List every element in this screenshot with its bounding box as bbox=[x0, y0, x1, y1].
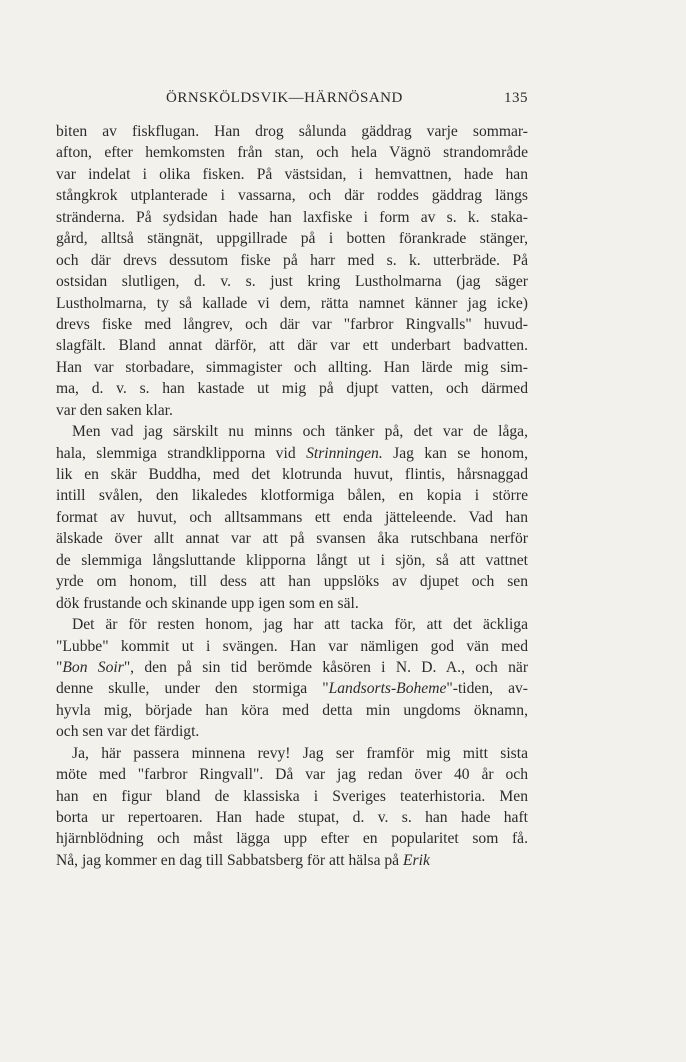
text-line bbox=[56, 678, 528, 699]
text-line bbox=[56, 357, 528, 378]
text-run: Ja, här passera minnena revy! Jag ser framför mig mitt sista bbox=[72, 744, 528, 762]
text-run: borta ur repertoaren. Han hade stupat, d. v. s. han hade haft bbox=[56, 809, 528, 826]
text-line bbox=[56, 314, 528, 335]
italic-text: Strinningen. bbox=[306, 444, 383, 462]
text-run: lik en skär Buddha, med det klotrunda huvut, flintis, hårsnaggad bbox=[56, 466, 528, 483]
text-line bbox=[56, 593, 528, 614]
text-run: yrde om honom, till dess att han uppslöks av djupet och sen bbox=[56, 573, 528, 591]
text-run: möte med "farbror Ringvall". Då var jag redan över 40 år och bbox=[56, 766, 528, 784]
text-run: ma, d. v. s. han kastade ut mig på djupt vatten, och därmed bbox=[56, 380, 528, 398]
text-line bbox=[56, 335, 528, 356]
text-run: Nå, jag kommer en dag till Sabbatsberg för att hälsa på bbox=[56, 851, 404, 869]
text-line bbox=[56, 636, 528, 657]
text-line bbox=[56, 528, 528, 549]
running-title: ÖRNSKÖLDSVIK—HÄRNÖSAND bbox=[166, 90, 403, 106]
text-line bbox=[56, 142, 528, 163]
text-run: var den saken klar. bbox=[56, 401, 173, 419]
text-line bbox=[56, 550, 528, 571]
text-run: hyvla mig, började han köra med detta min ungdoms öknamn, bbox=[56, 701, 528, 719]
body-text bbox=[56, 121, 528, 871]
text-run: intill svålen, den likaledes klotformiga bålen, en kopia i större bbox=[56, 487, 528, 505]
text-line bbox=[56, 850, 528, 871]
text-run: hjärnblödning och måst lägga upp efter en popularitet som få. bbox=[56, 830, 528, 848]
text-line bbox=[56, 378, 528, 399]
text-line bbox=[56, 185, 528, 206]
text-run: " bbox=[56, 658, 63, 676]
text-run: och där drevs dessutom fiske på harr med s. k. utterbräde. På bbox=[56, 251, 528, 269]
text-run: han en figur bland de klassiska i Sveriges teaterhistoria. Men bbox=[56, 787, 528, 805]
paragraph bbox=[56, 743, 528, 872]
text-line bbox=[56, 228, 528, 249]
text-run: ostsidan slutligen, d. v. s. just kring Lustholmarna (jag säger bbox=[56, 273, 528, 291]
text-line bbox=[56, 700, 528, 721]
text-line bbox=[56, 207, 528, 228]
italic-text: Bon Soir bbox=[62, 658, 124, 676]
text-line bbox=[56, 571, 528, 592]
text-run: biten av fiskflugan. Han drog sålunda gäddrag varje sommar- bbox=[56, 123, 528, 140]
text-run: gård, alltså stängnät, uppgillrade på i botten förankrade stänger, bbox=[56, 230, 528, 248]
text-run: hala, slemmiga strandklipporna vid bbox=[56, 444, 307, 462]
text-run: slagfält. Bland annat därför, att där var ett underbart badvatten. bbox=[56, 337, 528, 355]
text-line bbox=[56, 743, 528, 764]
text-run: Det är för resten honom, jag har att tacka för, att det äckliga bbox=[72, 616, 528, 634]
running-head bbox=[56, 90, 528, 110]
text-line bbox=[56, 614, 528, 635]
text-run: afton, efter hemkomsten från stan, och hela Vägnö strandområde bbox=[56, 144, 528, 162]
text-run: "-tiden, av- bbox=[446, 680, 528, 698]
text-run: de slemmiga långsluttande klipporna långt ut i sjön, så att vattnet bbox=[56, 551, 528, 569]
text-line bbox=[56, 828, 528, 849]
text-run: Han var storbadare, simmagister och allting. Han lärde mig sim- bbox=[56, 358, 528, 376]
text-line bbox=[56, 421, 528, 442]
text-line bbox=[56, 164, 528, 185]
text-run: stångkrok utplanterade i vassarna, och där roddes gäddrag längs bbox=[56, 187, 528, 205]
text-run: denne skulle, under den stormiga " bbox=[56, 680, 329, 698]
text-line bbox=[56, 250, 528, 271]
text-run: dök frustande och skinande upp igen som en säl. bbox=[56, 594, 359, 612]
italic-text: Landsorts-Boheme bbox=[328, 680, 447, 698]
text-line bbox=[56, 400, 528, 421]
text-run: Jag kan se honom, bbox=[382, 444, 528, 462]
text-line bbox=[56, 121, 528, 142]
text-line bbox=[56, 721, 528, 742]
page-number: 135 bbox=[504, 90, 528, 106]
text-line bbox=[56, 464, 528, 485]
text-line bbox=[56, 485, 528, 506]
text-line bbox=[56, 443, 528, 464]
text-run: drevs fiske med långrev, och där var "farbror Ringvalls" huvud- bbox=[56, 315, 528, 333]
paragraph bbox=[56, 121, 528, 421]
paragraph bbox=[56, 614, 528, 743]
text-run: älskade över allt annat var att på svansen åka rutschbana nerför bbox=[56, 530, 528, 548]
text-run: stränderna. På sydsidan hade han laxfiske i form av s. k. staka- bbox=[56, 208, 528, 226]
italic-text: Erik bbox=[403, 851, 430, 869]
text-line bbox=[56, 807, 528, 828]
text-run: format av huvut, och alltsammans ett enda jätteleende. Vad han bbox=[56, 508, 528, 526]
paragraph bbox=[56, 421, 528, 614]
text-line bbox=[56, 657, 528, 678]
text-line bbox=[56, 786, 528, 807]
text-line bbox=[56, 764, 528, 785]
text-run: var indelat i olika fisken. På västsidan, i hemvattnen, hade han bbox=[56, 165, 528, 183]
text-run: ", den på sin tid berömde kåsören i N. D. A., och när bbox=[123, 658, 528, 676]
text-line bbox=[56, 271, 528, 292]
text-run: Lustholmarna, ty så kallade vi dem, rätta namnet känner jag icke) bbox=[56, 294, 528, 312]
text-line bbox=[56, 507, 528, 528]
text-run: Men vad jag särskilt nu minns och tänker på, det var de låga, bbox=[72, 423, 528, 441]
text-line bbox=[56, 293, 528, 314]
text-run: "Lubbe" kommit ut i svängen. Han var nämligen god vän med bbox=[56, 637, 528, 655]
text-run: och sen var det färdigt. bbox=[56, 723, 200, 741]
